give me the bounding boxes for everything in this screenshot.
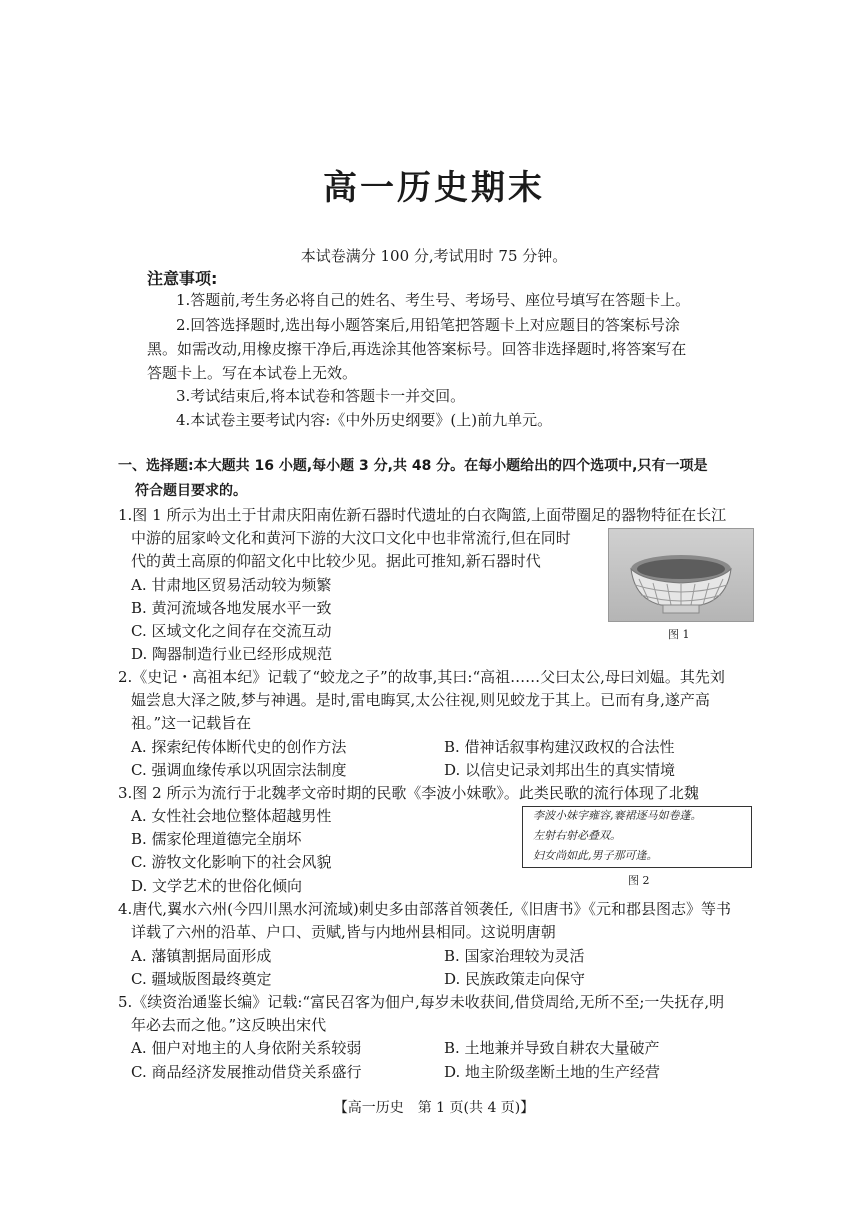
figure-1-caption: 图 1 xyxy=(668,628,690,641)
question-5-option-b: B. 土地兼并导致自耕农大量破产 xyxy=(444,1039,660,1057)
question-1-text: 1.图 1 所示为出土于甘肃庆阳南佐新石器时代遗址的白衣陶篮,上面带圈足的器物特征在长江 xyxy=(118,506,727,524)
question-1-option-d: D. 陶器制造行业已经形成规范 xyxy=(131,645,333,663)
question-4-option-a: A. 藩镇割据局面形成 xyxy=(131,947,272,965)
question-5-option-d: D. 地主阶级垄断土地的生产经营 xyxy=(444,1063,661,1081)
figure-2-poem-box xyxy=(522,806,752,868)
notice-item: 4.本试卷主要考试内容:《中外历史纲要》(上)前九单元。 xyxy=(176,411,553,429)
question-4-option-d: D. 民族政策走向保守 xyxy=(444,970,586,988)
section-heading-cont: 符合题目要求的。 xyxy=(135,483,247,499)
question-4-text: 详载了六州的沿革、户口、贡赋,皆与内地州县相同。这说明唐朝 xyxy=(131,923,556,941)
question-4-option-b: B. 国家治理较为灵活 xyxy=(444,947,585,965)
question-4-text: 4.唐代,翼水六州(今四川黑水河流域)刺史多由部落首领袭任,《旧唐书》《元和郡县图志》等书 xyxy=(118,900,732,918)
figure-2-caption: 图 2 xyxy=(628,874,650,887)
question-5-text: 年必去而之他。”这反映出宋代 xyxy=(131,1016,327,1034)
question-1-option-c: C. 区域文化之间存在交流互动 xyxy=(131,622,332,640)
question-3-text: 3.图 2 所示为流行于北魏孝文帝时期的民歌《李波小妹歌》。此类民歌的流行体现了北魏 xyxy=(118,784,699,802)
poem-line: 左射右射必叠双。 xyxy=(533,829,621,842)
page-title: 高一历史期末 xyxy=(323,168,545,208)
question-3-option-d: D. 文学艺术的世俗化倾向 xyxy=(131,877,303,895)
question-3-option-b: B. 儒家伦理道德完全崩坏 xyxy=(131,830,302,848)
question-1-option-a: A. 甘肃地区贸易活动较为频繁 xyxy=(131,576,332,594)
notice-item: 黑。如需改动,用橡皮擦干净后,再选涂其他答案标号。回答非选择题时,将答案写在 xyxy=(147,340,687,358)
question-3-option-c: C. 游牧文化影响下的社会风貌 xyxy=(131,853,332,871)
question-2-option-c: C. 强调血缘传承以巩固宗法制度 xyxy=(131,761,347,779)
exam-info: 本试卷满分 100 分,考试用时 75 分钟。 xyxy=(300,247,568,265)
question-5-text: 5.《续资治通鉴长编》记载:“富民召客为佃户,每岁未收获间,借贷周给,无所不至;一失抚存,明 xyxy=(118,993,725,1011)
section-heading: 一、选择题:本大题共 16 小题,每小题 3 分,共 48 分。在每小题给出的四个选项中,只有一项是 xyxy=(118,458,708,474)
question-1-text: 中游的屈家岭文化和黄河下游的大汶口文化中也非常流行,但在同时 xyxy=(131,529,571,547)
question-2-text: 祖。”这一记载旨在 xyxy=(131,714,252,732)
question-1-option-b: B. 黄河流域各地发展水平一致 xyxy=(131,599,332,617)
notice-heading: 注意事项: xyxy=(147,269,218,288)
notice-item: 答题卡上。写在本试卷上无效。 xyxy=(147,364,358,382)
notice-item: 3.考试结束后,将本试卷和答题卡一并交回。 xyxy=(176,387,466,405)
page-footer: 【高一历史 第 1 页(共 4 页)】 xyxy=(333,1100,535,1116)
question-2-text: 2.《史记・高祖本纪》记载了“蛟龙之子”的故事,其曰:“高祖……父曰太公,母曰刘媪。其先刘 xyxy=(118,668,725,686)
question-5-option-a: A. 佃户对地主的人身依附关系较弱 xyxy=(131,1039,362,1057)
question-1-text: 代的黄土高原的仰韶文化中比较少见。据此可推知,新石器时代 xyxy=(131,552,541,570)
notice-item: 1.答题前,考生务必将自己的姓名、考生号、考场号、座位号填写在答题卡上。 xyxy=(176,291,691,309)
poem-line: 妇女尚如此,男子那可逢。 xyxy=(533,849,658,862)
question-2-option-a: A. 探索纪传体断代史的创作方法 xyxy=(131,738,347,756)
question-2-option-d: D. 以信史记录刘邦出生的真实情境 xyxy=(444,761,676,779)
notice-item: 2.回答选择题时,选出每小题答案后,用铅笔把答题卡上对应题目的答案标号涂 xyxy=(176,316,680,334)
figure-1-image xyxy=(608,528,754,622)
question-4-option-c: C. 疆域版图最终奠定 xyxy=(131,970,272,988)
poem-line: 李波小妹字雍容,褰裙逐马如卷蓬。 xyxy=(533,809,702,822)
question-2-text: 媪尝息大泽之陂,梦与神遇。是时,雷电晦冥,太公往视,则见蛟龙于其上。已而有身,遂产高 xyxy=(131,691,710,709)
pottery-basket-illustration xyxy=(609,529,753,621)
question-5-option-c: C. 商品经济发展推动借贷关系盛行 xyxy=(131,1063,362,1081)
question-2-option-b: B. 借神话叙事构建汉政权的合法性 xyxy=(444,738,675,756)
question-3-option-a: A. 女性社会地位整体超越男性 xyxy=(131,807,332,825)
